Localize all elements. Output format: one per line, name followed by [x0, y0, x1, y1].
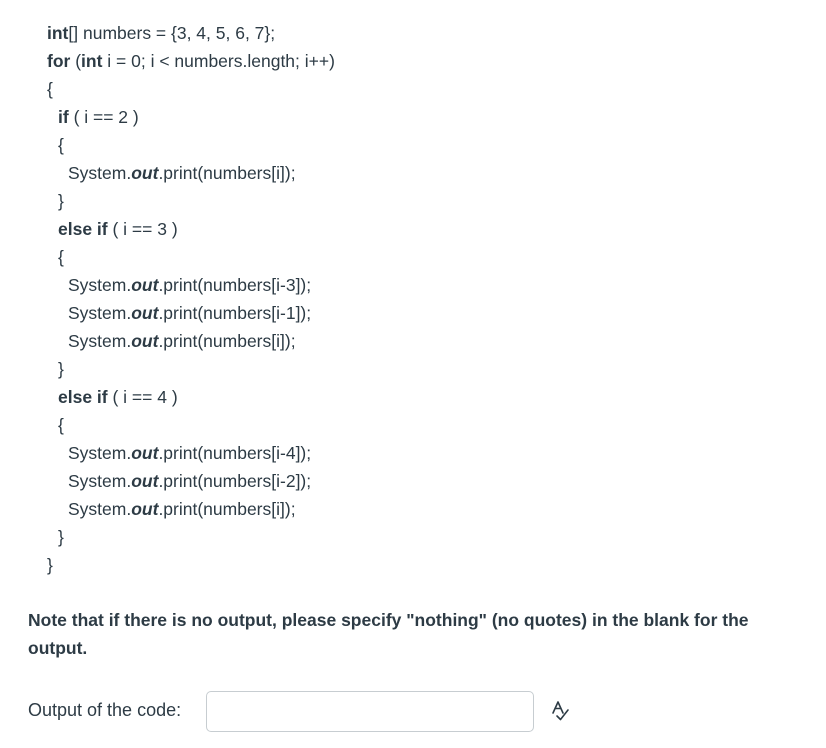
code-line-12: System.out.print(numbers[i]); [68, 331, 296, 351]
code-line-15: { [58, 415, 64, 435]
code-line-16: System.out.print(numbers[i-4]); [68, 443, 312, 463]
code-line-19: } [58, 527, 64, 547]
code-line-1: int[] numbers = {3, 4, 5, 6, 7}; [47, 23, 276, 43]
code-line-4: if ( i == 2 ) [58, 107, 139, 127]
code-line-20: } [47, 555, 53, 575]
code-line-8: else if ( i == 3 ) [58, 219, 178, 239]
code-line-7: } [58, 191, 64, 211]
code-line-11: System.out.print(numbers[i-1]); [68, 303, 312, 323]
code-line-18: System.out.print(numbers[i]); [68, 499, 296, 519]
code-line-6: System.out.print(numbers[i]); [68, 163, 296, 183]
code-line-14: else if ( i == 4 ) [58, 387, 178, 407]
code-line-10: System.out.print(numbers[i-3]); [68, 275, 312, 295]
output-answer-input[interactable] [206, 691, 534, 732]
output-label: Output of the code: [28, 700, 182, 720]
instruction-note: Note that if there is no output, please specify "nothing" (no quotes) in the blank for the output. [28, 610, 749, 658]
code-line-17: System.out.print(numbers[i-2]); [68, 471, 312, 491]
code-line-9: { [58, 247, 64, 267]
code-line-13: } [58, 359, 64, 379]
code-line-3: { [47, 79, 53, 99]
spell-check-icon[interactable] [548, 699, 572, 723]
code-line-5: { [58, 135, 64, 155]
code-line-2: for (int i = 0; i < numbers.length; i++) [47, 51, 335, 71]
